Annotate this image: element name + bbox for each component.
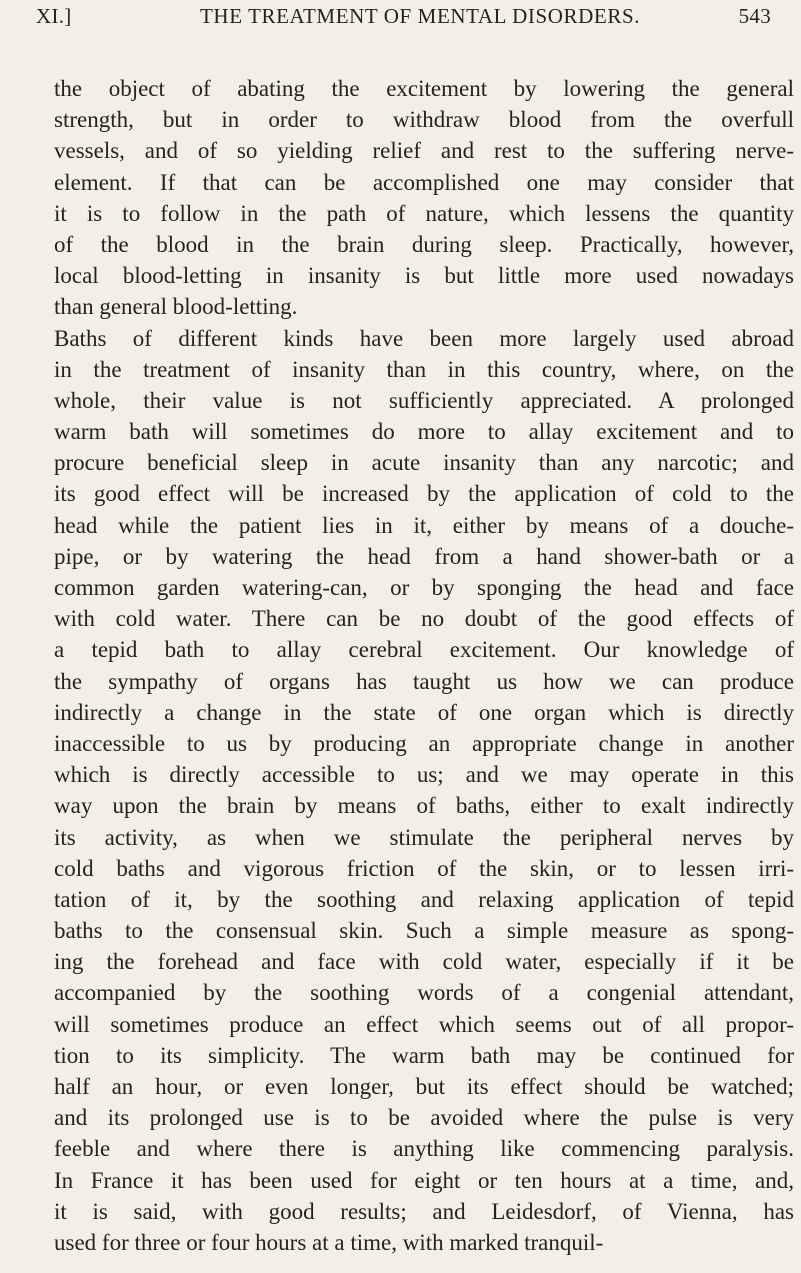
text-line: local blood-letting in insanity is but little more used nowadays bbox=[54, 263, 794, 289]
text-line: half an hour, or even longer, but its effect should be watched; bbox=[54, 1074, 794, 1099]
text-line: warm bath will sometimes do more to allay excitement and to bbox=[54, 419, 794, 445]
text-line: will sometimes produce an effect which seems out of all propor- bbox=[54, 1011, 794, 1037]
text-line: in the treatment of insanity than in this country, where, on the bbox=[54, 356, 794, 382]
text-line: tation of it, by the soothing and relaxing application of tepid bbox=[54, 886, 794, 912]
page-number: 543 bbox=[738, 4, 771, 28]
text-line: and its prolonged use is to be avoided where the pulse is very bbox=[54, 1105, 794, 1131]
text-line: way upon the brain by means of baths, either to exalt indirectly bbox=[54, 793, 794, 819]
running-head bbox=[36, 4, 771, 44]
text-line: pipe, or by watering the head from a hand shower-bath or a bbox=[54, 543, 794, 569]
chapter-number: XI.] bbox=[36, 4, 72, 28]
text-line: than general blood-letting. bbox=[54, 294, 298, 320]
text-line: strength, but in order to withdraw blood from the overfull bbox=[54, 107, 794, 133]
running-title: THE TREATMENT OF MENTAL DISORDERS. bbox=[200, 4, 641, 28]
text-line: its good effect will be increased by the application of cold to the bbox=[54, 481, 794, 507]
text-line: In France it has been used for eight or ten hours at a time, and, bbox=[54, 1167, 794, 1193]
text-line: cold baths and vigorous friction of the skin, or to lessen irri- bbox=[54, 855, 794, 881]
text-line: head while the patient lies in it, either by means of a douche- bbox=[54, 512, 794, 538]
text-line: the object of abating the excitement by lowering the general bbox=[54, 76, 794, 101]
text-line: common garden watering-can, or by sponging the head and face bbox=[54, 575, 794, 600]
text-line: Baths of different kinds have been more largely used abroad bbox=[54, 325, 794, 351]
text-line: with cold water. There can be no doubt of the good effects of bbox=[54, 606, 794, 632]
text-line: accompanied by the soothing words of a congenial attendant, bbox=[54, 980, 794, 1006]
text-line: its activity, as when we stimulate the peripheral nerves by bbox=[54, 824, 794, 850]
body-text bbox=[54, 73, 794, 1258]
text-line: which is directly accessible to us; and we may operate in this bbox=[54, 762, 794, 788]
text-line: it is to follow in the path of nature, which lessens the quantity bbox=[54, 200, 794, 226]
text-line: procure beneficial sleep in acute insanity than any narcotic; and bbox=[54, 450, 794, 476]
text-line: tion to its simplicity. The warm bath may be continued for bbox=[54, 1042, 794, 1068]
text-line: vessels, and of so yielding relief and rest to the suffering nerve- bbox=[54, 138, 794, 164]
text-line: a tepid bath to allay cerebral excitement. Our knowledge of bbox=[54, 637, 794, 663]
text-line: it is said, with good results; and Leidesdorf, of Vienna, has bbox=[54, 1198, 794, 1224]
text-line: indirectly a change in the state of one organ which is directly bbox=[54, 699, 794, 725]
text-line: of the blood in the brain during sleep. Practically, however, bbox=[54, 231, 794, 257]
text-line: inaccessible to us by producing an appropriate change in another bbox=[54, 730, 794, 756]
text-line: baths to the consensual skin. Such a simple measure as spong- bbox=[54, 918, 794, 944]
text-line: element. If that can be accomplished one may consider that bbox=[54, 169, 794, 195]
text-line: used for three or four hours at a time, with marked tranquil- bbox=[54, 1229, 604, 1255]
text-line: whole, their value is not sufficiently appreciated. A prolonged bbox=[54, 387, 794, 413]
paragraph bbox=[54, 323, 794, 1259]
text-line: ing the forehead and face with cold water, especially if it be bbox=[54, 949, 794, 975]
text-line: the sympathy of organs has taught us how we can produce bbox=[54, 668, 794, 694]
paragraph bbox=[54, 73, 794, 323]
text-line: feeble and where there is anything like commencing paralysis. bbox=[54, 1136, 794, 1162]
